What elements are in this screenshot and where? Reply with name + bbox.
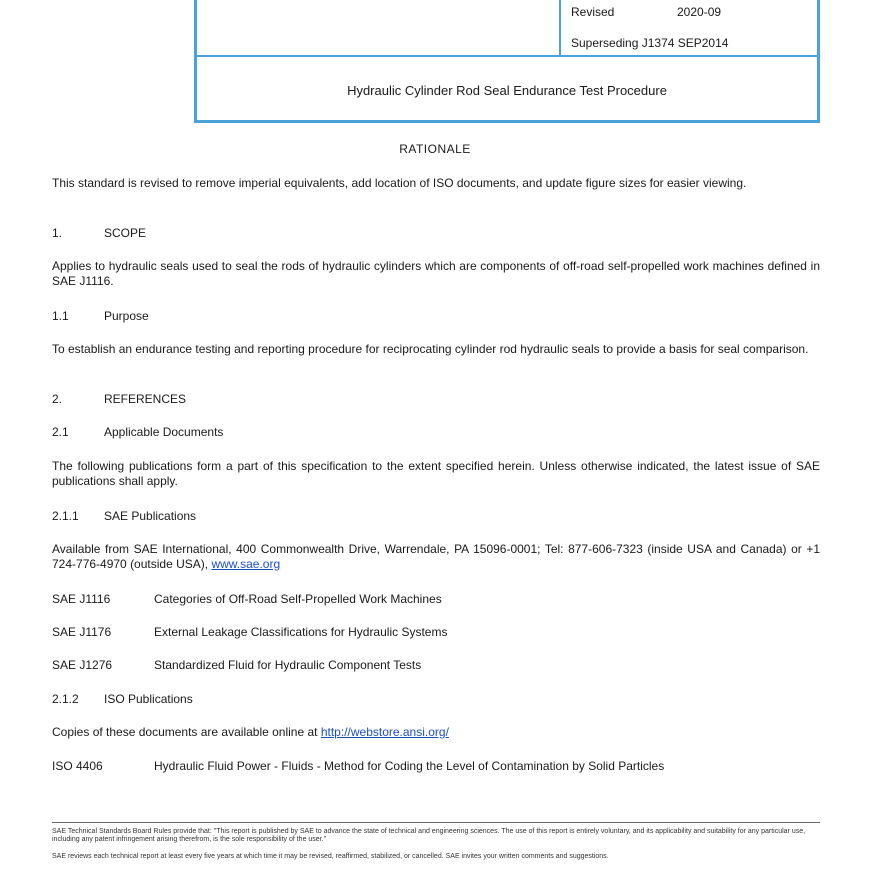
section-title: Applicable Documents [104,425,224,439]
revised-date: 2020-09 [677,5,722,19]
reference-item [52,658,421,673]
section-number: 1. [52,226,63,240]
section-heading-references [52,392,186,407]
reference-title: Hydraulic Fluid Power - Fluids - Method for Coding the Level of Contamination by Solid Particles [154,759,665,773]
reference-code: SAE J1116 [52,592,111,606]
reference-item [52,625,447,640]
footer-review-note: SAE reviews each technical report at least every five years at which time it may be revised, reaffirmed, stabilized, or cancelled. SAE invites your written comments and suggestions. [52,853,609,860]
section-heading-scope [52,226,146,241]
footer-divider [52,822,820,823]
section-heading-applicable-documents [52,425,223,440]
purpose-text: To establish an endurance testing and reporting procedure for reciprocating cylinder rod hydraulic seals to provide a basis for seal comparison. [52,342,809,356]
section-heading-sae-publications [52,509,196,524]
reference-title: External Leakage Classifications for Hydraulic Systems [154,625,448,639]
document-header-box [194,0,820,123]
iso-publications-text [52,725,820,740]
header-divider [559,0,561,57]
section-heading-iso-publications [52,692,193,707]
section-title: SAE Publications [104,509,197,523]
section-heading-purpose [52,309,149,324]
ansi-webstore-link[interactable]: http://webstore.ansi.org/ [320,725,449,739]
section-number: 2.1.2 [52,692,79,706]
scope-text: Applies to hydraulic seals used to seal the rods of hydraulic cylinders which are components of off-road self-propelled work machines defined in SAE J1116. [52,259,820,288]
reference-title: Categories of Off-Road Self-Propelled Work Machines [154,592,442,606]
section-number: 2.1.1 [52,509,79,523]
rationale-text: This standard is revised to remove imperial equivalents, add location of ISO documents, and update figure sizes for easier viewing. [52,176,747,190]
document-title: Hydraulic Cylinder Rod Seal Endurance Test Procedure [347,83,667,98]
footer-disclaimer: SAE Technical Standards Board Rules provide that: "This report is published by SAE to advance the state of technical and engineering sciences. The use of this report is entirely voluntary, and its applicability and suitability for any particular use, including any patent infringement arising therefrom, is the sole responsibility of the user." [52,828,806,843]
section-title: ISO Publications [104,692,193,706]
applicable-documents-text: The following publications form a part of this specification to the extent specified herein. Unless otherwise indicated, the latest issue of SAE publications shall apply. [52,459,820,488]
reference-code: SAE J1176 [52,625,112,639]
sae-website-link[interactable]: www.sae.org [211,557,281,571]
rationale-heading: RATIONALE [399,142,471,156]
section-title: Purpose [104,309,149,323]
reference-code: SAE J1276 [52,658,113,672]
reference-item [52,592,442,607]
reference-code: ISO 4406 [52,759,103,773]
sae-availability-text: Available from SAE International, 400 Commonwealth Drive, Warrendale, PA 15096-0001; Tel: 877-606-7323 (inside USA and Canada) or +1 724-776-4970 (outside USA), [52,542,820,571]
revised-label: Revised [571,5,615,19]
sae-publications-text [52,542,820,572]
iso-availability-text: Copies of these documents are available online at [52,725,318,739]
section-number: 2.1 [52,425,69,439]
section-title: SCOPE [104,226,147,240]
superseding-note: Superseding J1374 SEP2014 [571,36,729,50]
reference-title: Standardized Fluid for Hydraulic Component Tests [154,658,422,672]
section-number: 1.1 [52,309,69,323]
section-title: REFERENCES [104,392,187,406]
reference-item [52,759,664,774]
section-number: 2. [52,392,63,406]
